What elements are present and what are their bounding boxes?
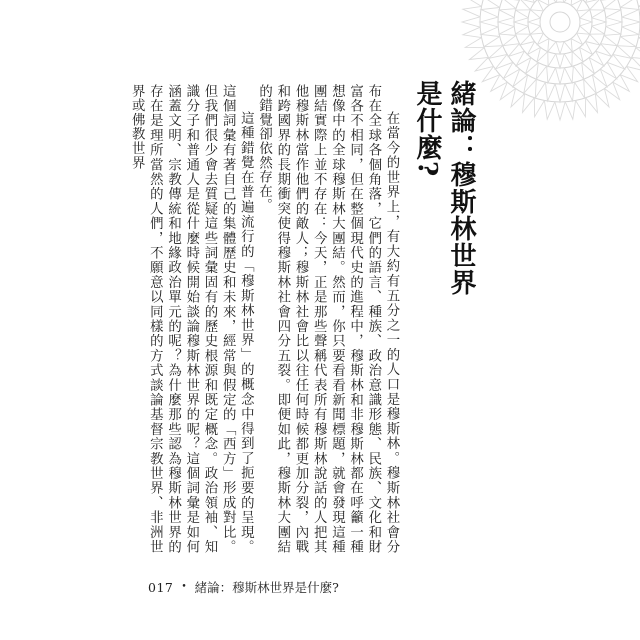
ornament-petal	[546, 82, 556, 101]
footer-bullet: •	[181, 582, 187, 592]
running-title: 緒論：穆斯林世界是什麼?	[194, 580, 339, 595]
ornament-petal	[462, 17, 480, 27]
ornament-petal	[571, 33, 583, 45]
ornament-petal	[585, 34, 599, 45]
ornament-petal	[556, 42, 564, 54]
ornament-petal	[565, 66, 574, 83]
ornament-petal	[584, 75, 597, 93]
ornament-petal	[537, 0, 549, 11]
ornament-petal	[475, 57, 493, 71]
ornament-petal	[632, 48, 640, 60]
paragraph: 在當今的世界上，有大約有五分之一的人口是穆斯林。穆斯林社會分布在全球各個角落，它們的語言、種族、政治意識形態、民族、文化和財富各不相同，但在整個現代史的進程中，穆斯林和非穆斯林都在呼籲一種想像中的全球穆斯林大團結。然而，你只要看看新聞標題，就會發現這種團結實際上並不存在：今天，正是那些聲稱代表所有穆斯林說話的人把其他穆斯林當作他們的敵人；穆斯林社會比以往任何時候都更加分裂，內戰和跨國界的長期衝突使得穆斯林社會四分五裂。即便如此，穆斯林大團結的錯覺卻依然存在。	[256, 84, 399, 554]
ornament-petal	[520, 34, 534, 45]
ornament-petal	[592, 18, 606, 26]
ornament-petal	[470, 48, 489, 60]
ornament-petal	[556, 54, 564, 68]
ornament-petal	[508, 44, 524, 57]
ornament-petal	[565, 101, 575, 120]
ornament-petal	[604, 27, 621, 36]
ornament-petal	[526, 58, 539, 74]
ornament-petal	[580, 18, 592, 26]
page-number: 017	[148, 579, 174, 595]
ornament-petal	[580, 42, 593, 55]
ornament-petal	[537, 47, 548, 61]
ornament-petal	[613, 46, 631, 59]
chapter-title: 緒論：穆斯林世界是什麼?	[412, 80, 476, 296]
ornament-petal	[586, 94, 598, 113]
body-text	[129, 84, 400, 554]
ornament-petal	[528, 42, 541, 55]
ornament-petal	[547, 66, 556, 83]
ornament-petal	[582, 58, 595, 74]
ornament-petal	[498, 18, 514, 27]
ornament-petal	[489, 46, 507, 59]
ornament-petal	[523, 94, 535, 113]
ornament-petal	[524, 75, 537, 93]
ornament-petal	[480, 17, 498, 27]
ornament-petal	[537, 33, 549, 45]
ornament-petal	[463, 6, 482, 16]
ornament-petal	[528, 18, 540, 26]
ornament-petal	[604, 9, 621, 18]
ornament-petal	[481, 27, 500, 37]
ornament-petal	[514, 18, 528, 26]
ornament-petal	[555, 102, 565, 120]
ornament-petal	[555, 84, 565, 102]
ornament-petal	[606, 18, 622, 27]
paragraph: 這種錯覺在普遍流行的「穆斯林世界」的概念中得到了扼要的呈現。這個詞彙有著自己的集體歷史和未來，經常與假定的「西方」形成對比。但我們很少會去質疑這些詞彙固有的歷史根源和既定概念。政治領袖、知識分子和普通人是從什麼時候開始談論穆斯林世界的呢？這個詞彙是如何涵蓋文明、宗教傳統和地緣政治單元的呢？為什麼那些認為穆斯林世界的存在是理所當然的人們，不願意以同樣的方式談論基督宗教世界、非洲世界或佛教世界	[129, 84, 254, 554]
ornament-petal	[571, 0, 583, 11]
ornament-petal	[596, 44, 612, 57]
ornament-petal	[572, 47, 583, 61]
ornament-petal	[620, 8, 639, 18]
ornament-petal	[499, 27, 516, 36]
ornament-petal	[595, 89, 609, 107]
ornament-petal	[544, 101, 554, 120]
ornament-petal	[463, 27, 482, 37]
ornament-petal	[622, 17, 640, 27]
ornament-petal	[511, 89, 525, 107]
ornament-petal	[499, 9, 516, 18]
page-footer	[148, 578, 339, 596]
mandala-ornament-icon	[450, 0, 640, 130]
ornament-petal	[556, 68, 565, 84]
ornament-petal	[481, 8, 500, 18]
ornament-petal	[620, 27, 639, 37]
ornament-petal	[565, 82, 575, 101]
